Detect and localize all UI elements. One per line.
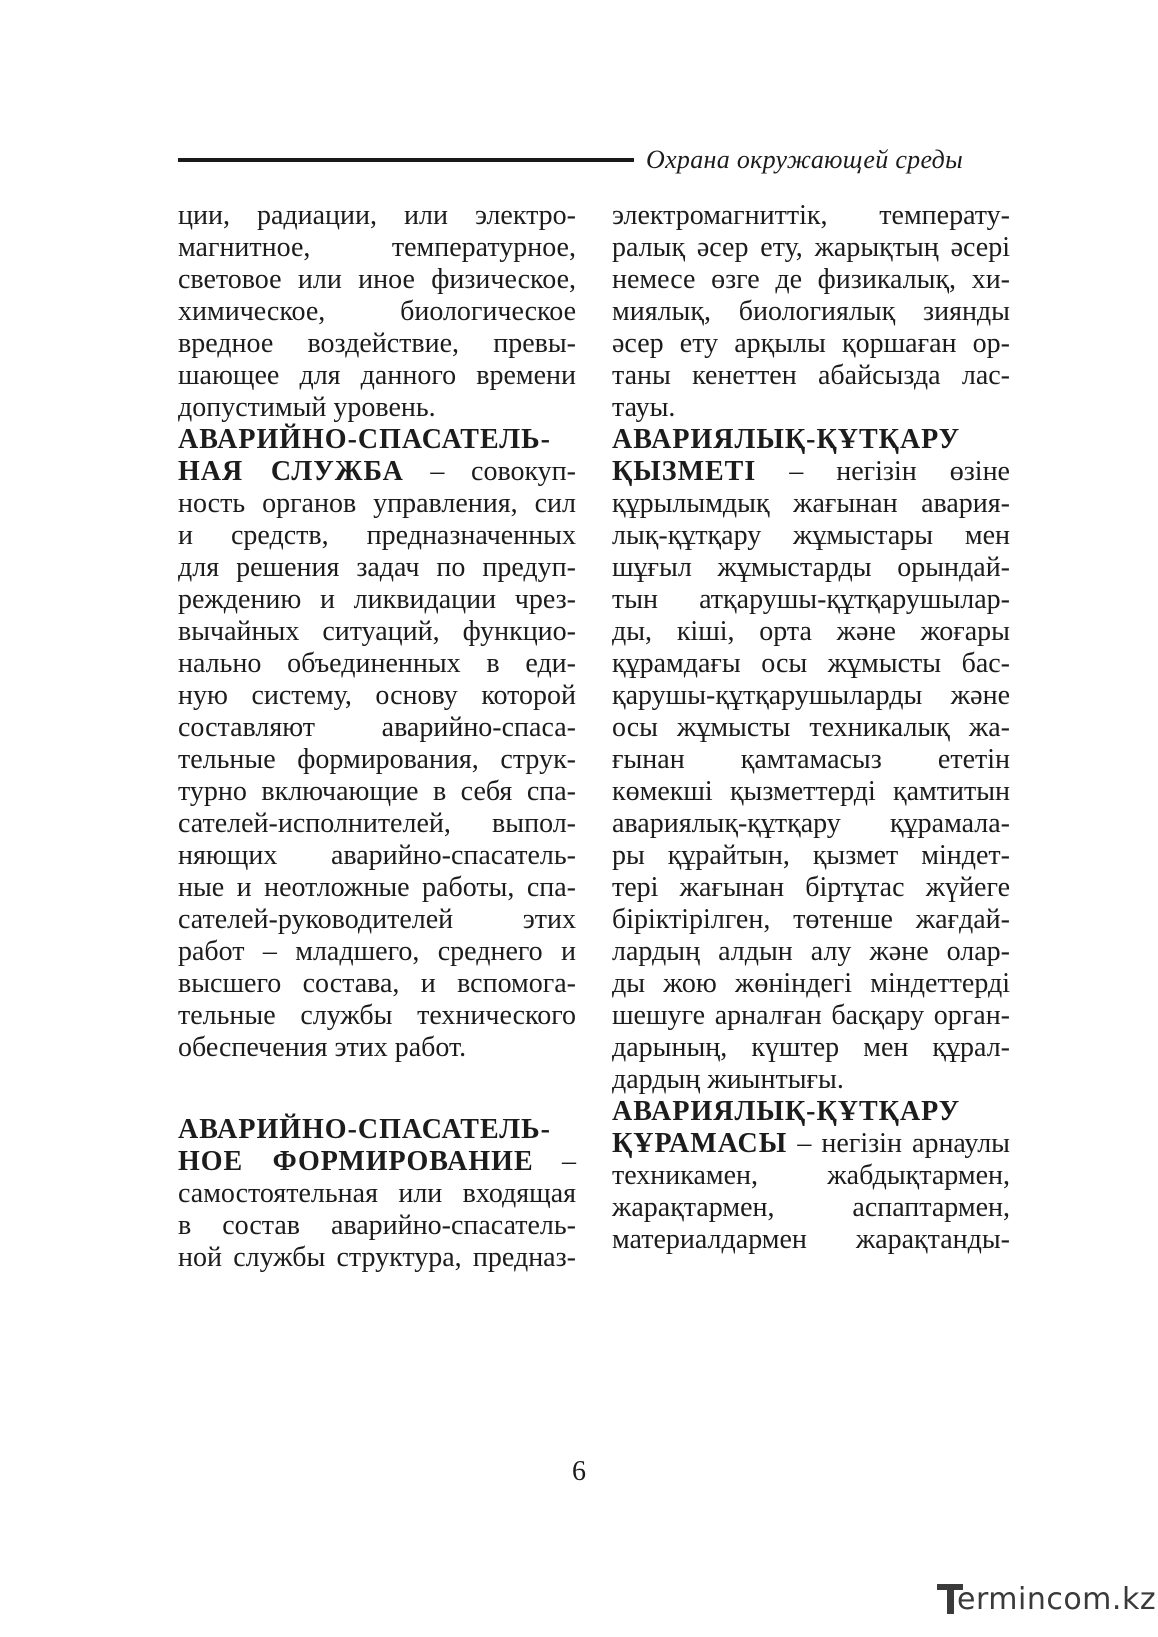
text-line	[612, 1000, 1010, 1032]
text-line	[178, 904, 576, 936]
text-line	[612, 456, 1010, 488]
line-text: вредное воздействие, превы-	[178, 328, 576, 359]
line-text: сателей-исполнителей, выпол-	[178, 808, 576, 839]
term-heading: ҚҰРАМАСЫ	[612, 1128, 788, 1159]
text-line	[178, 520, 576, 552]
text-line	[178, 264, 576, 296]
line-text: авариялық-құтқару құрамала-	[612, 808, 1010, 839]
text-line	[612, 1192, 1010, 1224]
text-line	[612, 488, 1010, 520]
text-line	[612, 840, 1010, 872]
text-line	[612, 552, 1010, 584]
text-line	[612, 968, 1010, 1000]
line-text: тері жағынан біртұтас жүйеге	[612, 872, 1010, 903]
text-line	[612, 648, 1010, 680]
line-text: в состав аварийно-спасатель-	[178, 1210, 576, 1241]
text-line	[178, 936, 576, 968]
line-text: допустимый уровень.	[178, 392, 436, 423]
line-text: ғынан қамтамасыз ететін	[612, 744, 1010, 775]
term-heading: АВАРИЯЛЫҚ-ҚҰТҚАРУ	[612, 424, 961, 455]
line-text: шешуге арналған басқару орган-	[612, 1000, 1010, 1031]
line-text: шающее для данного времени	[178, 360, 576, 391]
text-line	[178, 744, 576, 776]
left-column	[178, 200, 576, 1274]
line-text: реждению и ликвидации чрез-	[178, 584, 576, 615]
text-line	[612, 200, 1010, 232]
line-text: турно включающие в себя спа-	[178, 776, 576, 807]
text-line	[178, 584, 576, 616]
text-line	[178, 552, 576, 584]
line-text: самостоятельная или входящая	[178, 1178, 576, 1209]
text-line	[612, 296, 1010, 328]
text-line	[178, 424, 576, 456]
line-text: осы жұмысты техникалық жа-	[612, 712, 1010, 743]
line-text: высшего состава, и вспомога-	[178, 968, 576, 999]
text-line	[178, 1210, 576, 1242]
line-text: ные и неотложные работы, спа-	[178, 872, 576, 903]
line-text: вычайных ситуаций, функцио-	[178, 616, 576, 647]
watermark-t-stem	[947, 1584, 954, 1614]
line-text: ды, кіші, орта және жоғары	[612, 616, 1010, 647]
text-line	[178, 1178, 576, 1210]
line-text: тельные формирования, струк-	[178, 744, 576, 775]
line-text: ры құрайтын, қызмет міндет-	[612, 840, 1010, 871]
text-line	[612, 520, 1010, 552]
text-line	[178, 1000, 576, 1032]
text-line	[612, 712, 1010, 744]
line-text: ной службы структура, предназ-	[178, 1242, 576, 1273]
term-heading: АВАРИЯЛЫҚ-ҚҰТҚАРУ	[612, 1096, 961, 1127]
text-line	[178, 680, 576, 712]
line-text: ции, радиации, или электро-	[178, 200, 576, 231]
line-text: и средств, предназначенных	[178, 520, 576, 551]
line-text: –	[533, 1146, 576, 1177]
text-line	[178, 232, 576, 264]
line-text: құрамдағы осы жұмысты бас-	[612, 648, 1010, 679]
line-text: лық-құтқару жұмыстары мен	[612, 520, 1010, 551]
text-line	[612, 424, 1010, 456]
text-line	[178, 1114, 576, 1146]
line-text: электромагниттік, температу-	[612, 200, 1010, 231]
header-rule	[178, 158, 634, 162]
text-line	[178, 360, 576, 392]
page-number: 6	[572, 1456, 586, 1487]
line-text: составляют аварийно-спаса-	[178, 712, 576, 743]
line-text: ды жою жөніндегі міндеттерді	[612, 968, 1010, 999]
line-text: няющих аварийно-спасатель-	[178, 840, 576, 871]
text-line	[612, 1064, 1010, 1096]
line-text: таны кенеттен абайсызда лас-	[612, 360, 1010, 391]
text-line	[612, 936, 1010, 968]
text-line	[178, 872, 576, 904]
text-line	[178, 488, 576, 520]
line-text: световое или иное физическое,	[178, 264, 576, 295]
line-text: тын атқарушы-құтқарушылар-	[612, 584, 1010, 615]
line-text: құрылымдық жағынан авария-	[612, 488, 1010, 519]
line-text: ность органов управления, сил	[178, 488, 576, 519]
text-line	[178, 456, 576, 488]
line-text: сателей-руководителей этих	[178, 904, 576, 935]
text-line	[612, 1096, 1010, 1128]
line-text: – негізін арнаулы	[787, 1128, 1010, 1159]
line-text: лардың алдын алу және олар-	[612, 936, 1010, 967]
line-text: миялық, биологиялық зиянды	[612, 296, 1010, 327]
text-line	[612, 1128, 1010, 1160]
line-text: көмекші қызметтерді қамтитын	[612, 776, 1010, 807]
text-line	[612, 744, 1010, 776]
text-line	[612, 680, 1010, 712]
text-line	[178, 776, 576, 808]
text-line	[178, 648, 576, 680]
line-text: дарының, күштер мен құрал-	[612, 1032, 1010, 1063]
text-line	[178, 968, 576, 1000]
line-text: шұғыл жұмыстарды орындай-	[612, 552, 1010, 583]
line-text: біріктірілген, төтенше жағдай-	[612, 904, 1010, 935]
line-text: – совокуп-	[403, 456, 576, 487]
text-line	[178, 296, 576, 328]
term-heading: ҚЫЗМЕТІ	[612, 456, 757, 487]
right-column	[612, 200, 1010, 1256]
line-text: магнитное, температурное,	[178, 232, 576, 263]
text-line	[612, 904, 1010, 936]
watermark-logo	[937, 1580, 1157, 1620]
line-text: дардың жиынтығы.	[612, 1064, 844, 1095]
text-line	[612, 232, 1010, 264]
line-text: ралық әсер ету, жарықтың әсері	[612, 232, 1010, 263]
line-text: жарақтармен, аспаптармен,	[612, 1192, 1010, 1223]
text-line	[612, 392, 1010, 424]
text-line	[178, 1146, 576, 1178]
line-text: ную систему, основу которой	[178, 680, 576, 711]
line-text: химическое, биологическое	[178, 296, 576, 327]
term-heading: АВАРИЙНО-СПАСАТЕЛЬ-	[178, 424, 551, 455]
text-line	[178, 712, 576, 744]
text-line	[178, 1242, 576, 1274]
text-line	[612, 616, 1010, 648]
line-text: нально объединенных в еди-	[178, 648, 576, 679]
text-line	[612, 360, 1010, 392]
text-line	[612, 776, 1010, 808]
text-line	[612, 1160, 1010, 1192]
line-text: работ – младшего, среднего и	[178, 936, 576, 967]
line-text: обеспечения этих работ.	[178, 1032, 467, 1063]
text-line	[178, 808, 576, 840]
text-line	[612, 1224, 1010, 1256]
text-line	[612, 584, 1010, 616]
text-line	[612, 328, 1010, 360]
text-line	[612, 872, 1010, 904]
text-line	[612, 264, 1010, 296]
line-text: тельные службы технического	[178, 1000, 576, 1031]
text-line	[178, 1032, 576, 1064]
text-line	[612, 1032, 1010, 1064]
line-text: материалдармен жарақтанды-	[612, 1224, 1010, 1255]
paragraph-gap	[178, 1064, 576, 1114]
text-line	[178, 840, 576, 872]
line-text: – негізін өзіне	[756, 456, 1010, 487]
watermark-text: ermincom.kz	[957, 1582, 1157, 1617]
text-line	[178, 328, 576, 360]
line-text: немесе өзге де физикалық, хи-	[612, 264, 1010, 295]
term-heading: АВАРИЙНО-СПАСАТЕЛЬ-	[178, 1114, 551, 1145]
text-line	[178, 616, 576, 648]
term-heading: НАЯ СЛУЖБА	[178, 456, 404, 487]
line-text: техникамен, жабдықтармен,	[612, 1160, 1010, 1191]
running-title: Охрана окружающей среды	[646, 145, 964, 174]
text-line	[178, 200, 576, 232]
text-line	[612, 808, 1010, 840]
line-text: для решения задач по предуп-	[178, 552, 576, 583]
line-text: қарушы-құтқарушыларды және	[612, 680, 1010, 711]
text-line	[178, 392, 576, 424]
line-text: тауы.	[612, 392, 676, 423]
line-text: әсер ету арқылы қоршаған ор-	[612, 328, 1010, 359]
term-heading: НОЕ ФОРМИРОВАНИЕ	[178, 1146, 534, 1177]
